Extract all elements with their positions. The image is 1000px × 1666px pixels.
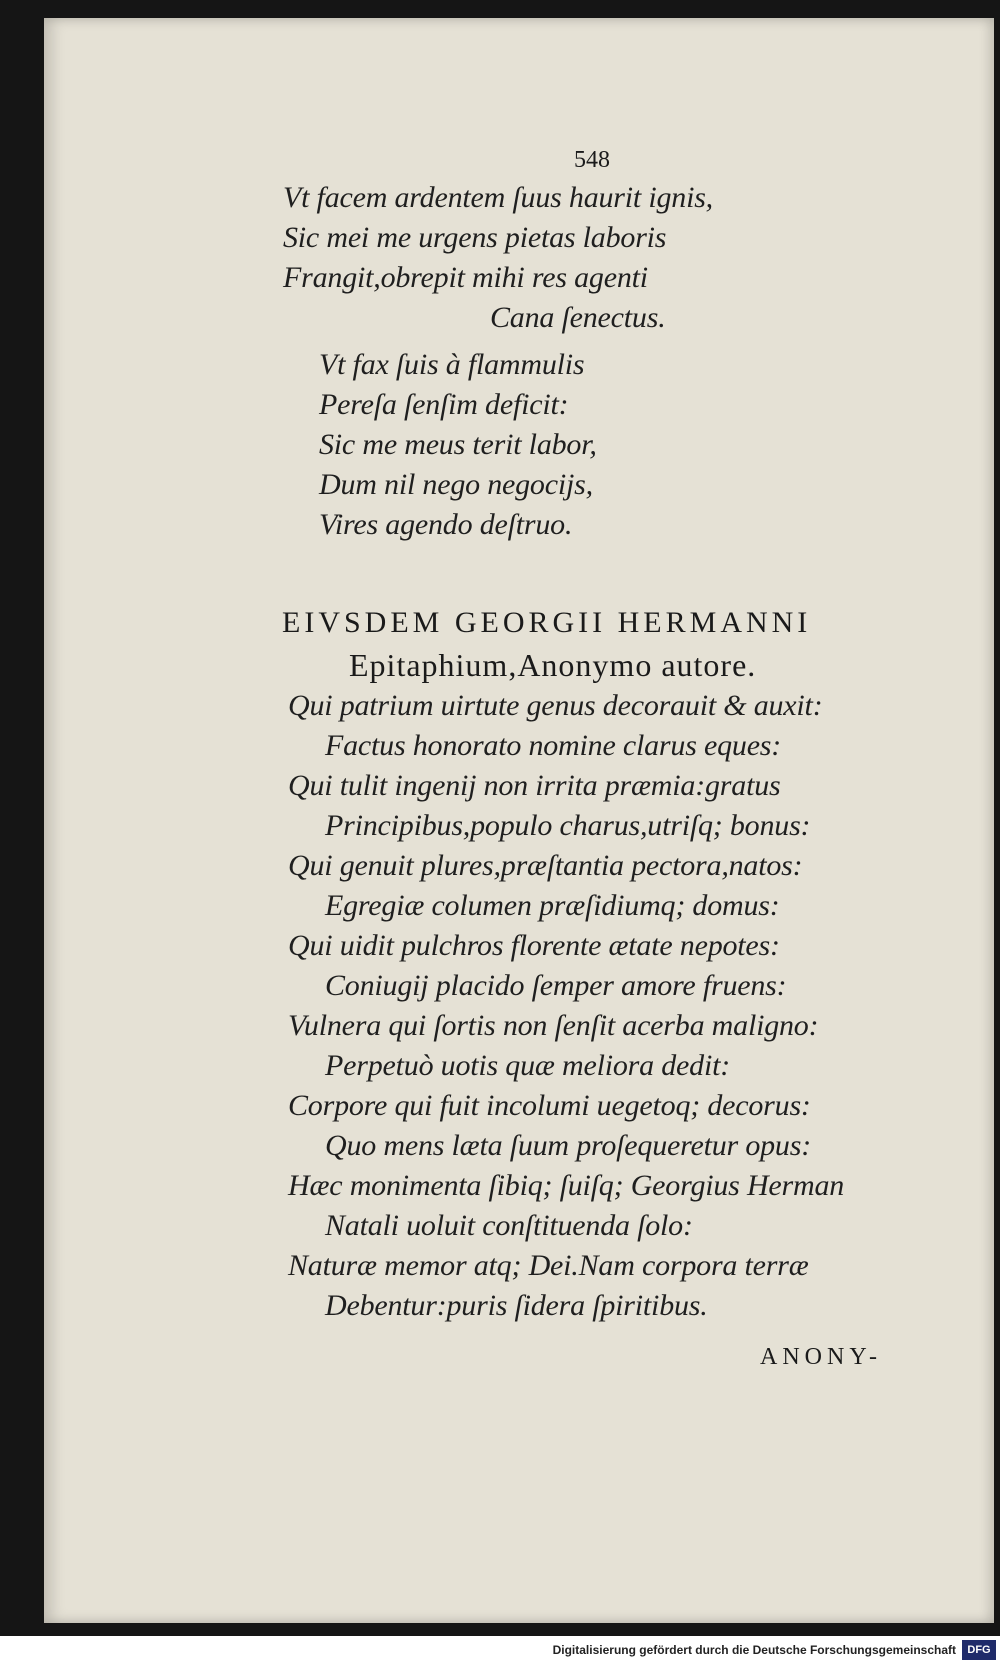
catchword: ANONY-	[760, 1344, 882, 1370]
stanza2-line-5: Vires agendo deſtruo.	[319, 508, 573, 541]
epitaph-line-2: Factus honorato nomine clarus eques:	[325, 729, 782, 762]
epitaph-line-14: Natali uoluit conſtituenda ſolo:	[325, 1209, 693, 1242]
stanza2-line-2: Pereſa ſenſim deficit:	[319, 388, 569, 421]
heading-subtitle: Epitaphium,Anonymo autore.	[349, 647, 757, 683]
book-page	[44, 18, 994, 1623]
dfg-logo: DFG	[962, 1640, 996, 1660]
epitaph-line-10: Perpetuò uotis quæ meliora dedit:	[325, 1049, 731, 1082]
stanza2-line-1: Vt fax ſuis à flammulis	[319, 348, 585, 381]
epitaph-line-12: Quo mens læta ſuum proſequeretur opus:	[325, 1129, 811, 1162]
epitaph-line-1: Qui patrium uirtute genus decorauit & auxit:	[288, 689, 823, 722]
stanza1-line-1: Vt facem ardentem ſuus haurit ignis,	[283, 181, 713, 214]
epitaph-line-8: Coniugij placido ſemper amore fruens:	[325, 969, 787, 1002]
heading-title: EIVSDEM GEORGII HERMANNI	[282, 606, 812, 639]
stanza2-line-3: Sic me meus terit labor,	[319, 428, 597, 461]
stanza1-line-3: Frangit,obrepit mihi res agenti	[283, 261, 648, 294]
epitaph-line-13: Hæc monimenta ſibiq; ſuiſq; Georgius Herman	[288, 1169, 845, 1202]
epitaph-line-15: Naturæ memor atq; Dei.Nam corpora terræ	[288, 1249, 809, 1282]
epitaph-line-3: Qui tulit ingenij non irrita præmia:gratus	[288, 769, 781, 802]
epitaph-line-9: Vulnera qui ſortis non ſenſit acerba maligno:	[288, 1009, 819, 1042]
epitaph-line-6: Egregiæ columen præſidiumq; domus:	[325, 889, 780, 922]
epitaph-line-7: Qui uidit pulchros florente ætate nepotes:	[288, 929, 780, 962]
epitaph-line-5: Qui genuit plures,præſtantia pectora,natos:	[288, 849, 803, 882]
page-number: 548	[574, 147, 610, 173]
stanza2-line-4: Dum nil nego negocijs,	[319, 468, 593, 501]
footer-bar	[0, 1636, 1000, 1666]
epitaph-line-11: Corpore qui fuit incolumi uegetoq; decorus:	[288, 1089, 811, 1122]
stanza1-line-4: Cana ſenectus.	[490, 301, 666, 334]
bleed-through-text	[886, 188, 986, 252]
stanza1-line-2: Sic mei me urgens pietas laboris	[283, 221, 667, 254]
epitaph-line-4: Principibus,populo charus,utriſq; bonus:	[325, 809, 811, 842]
epitaph-line-16: Debentur:puris ſidera ſpiritibus.	[325, 1289, 708, 1322]
footer-credit: Digitalisierung gefördert durch die Deutsche Forschungsgemeinschaft	[552, 1643, 956, 1657]
